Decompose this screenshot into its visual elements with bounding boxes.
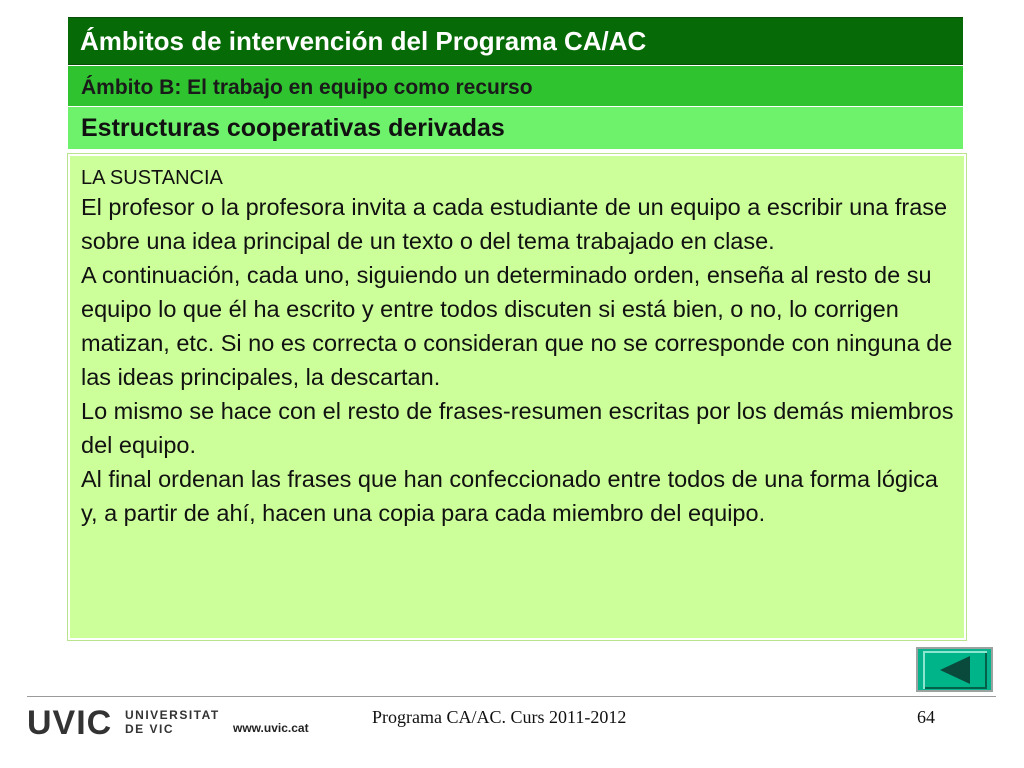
logo-line-2: DE VIC bbox=[125, 722, 175, 736]
section-label: LA SUSTANCIA bbox=[81, 167, 223, 189]
uvic-logo bbox=[27, 706, 227, 740]
slide-title: Ámbitos de intervención del Programa CA/AC bbox=[68, 17, 963, 65]
paragraph-1: El profesor o la profesora invita a cada estudiante de un equipo a escribir una frase sobre una idea principal de un texto o del tema trabajado en clase. bbox=[81, 194, 948, 254]
site-url[interactable]: www.uvic.cat bbox=[233, 721, 309, 735]
logo-line-1: UNIVERSITAT bbox=[125, 708, 220, 722]
logo-text bbox=[125, 708, 220, 736]
back-button[interactable] bbox=[916, 647, 993, 692]
footer-divider bbox=[27, 696, 996, 697]
paragraph-4: Al final ordenan las frases que han confeccionado entre todos de una forma lógica y, a partir de ahí, hacen una copia para cada miembro del equipo. bbox=[81, 466, 939, 526]
paragraph-2: A continuación, cada uno, siguiendo un determinado orden, enseña al resto de su equipo lo que él ha escrito y entre todos discuten si está bien, o no, lo corrigen matizan, etc. Si no es correcta o consideran que no se corresponde con ninguna de las ideas principales, la descartan. bbox=[81, 262, 953, 390]
back-button-face[interactable] bbox=[923, 651, 987, 689]
content-panel bbox=[68, 154, 966, 640]
slide-subtitle: Ámbito B: El trabajo en equipo como recurso bbox=[68, 66, 963, 106]
section-heading: Estructuras cooperativas derivadas bbox=[68, 107, 963, 149]
paragraph-3: Lo mismo se hace con el resto de frases-resumen escritas por los demás miembros del equipo. bbox=[81, 398, 954, 458]
logo-mark: UVIC bbox=[27, 704, 113, 742]
triangle-left-icon bbox=[938, 654, 972, 686]
footer-course: Programa CA/AC. Curs 2011-2012 bbox=[372, 707, 627, 727]
page-number: 64 bbox=[917, 707, 935, 727]
